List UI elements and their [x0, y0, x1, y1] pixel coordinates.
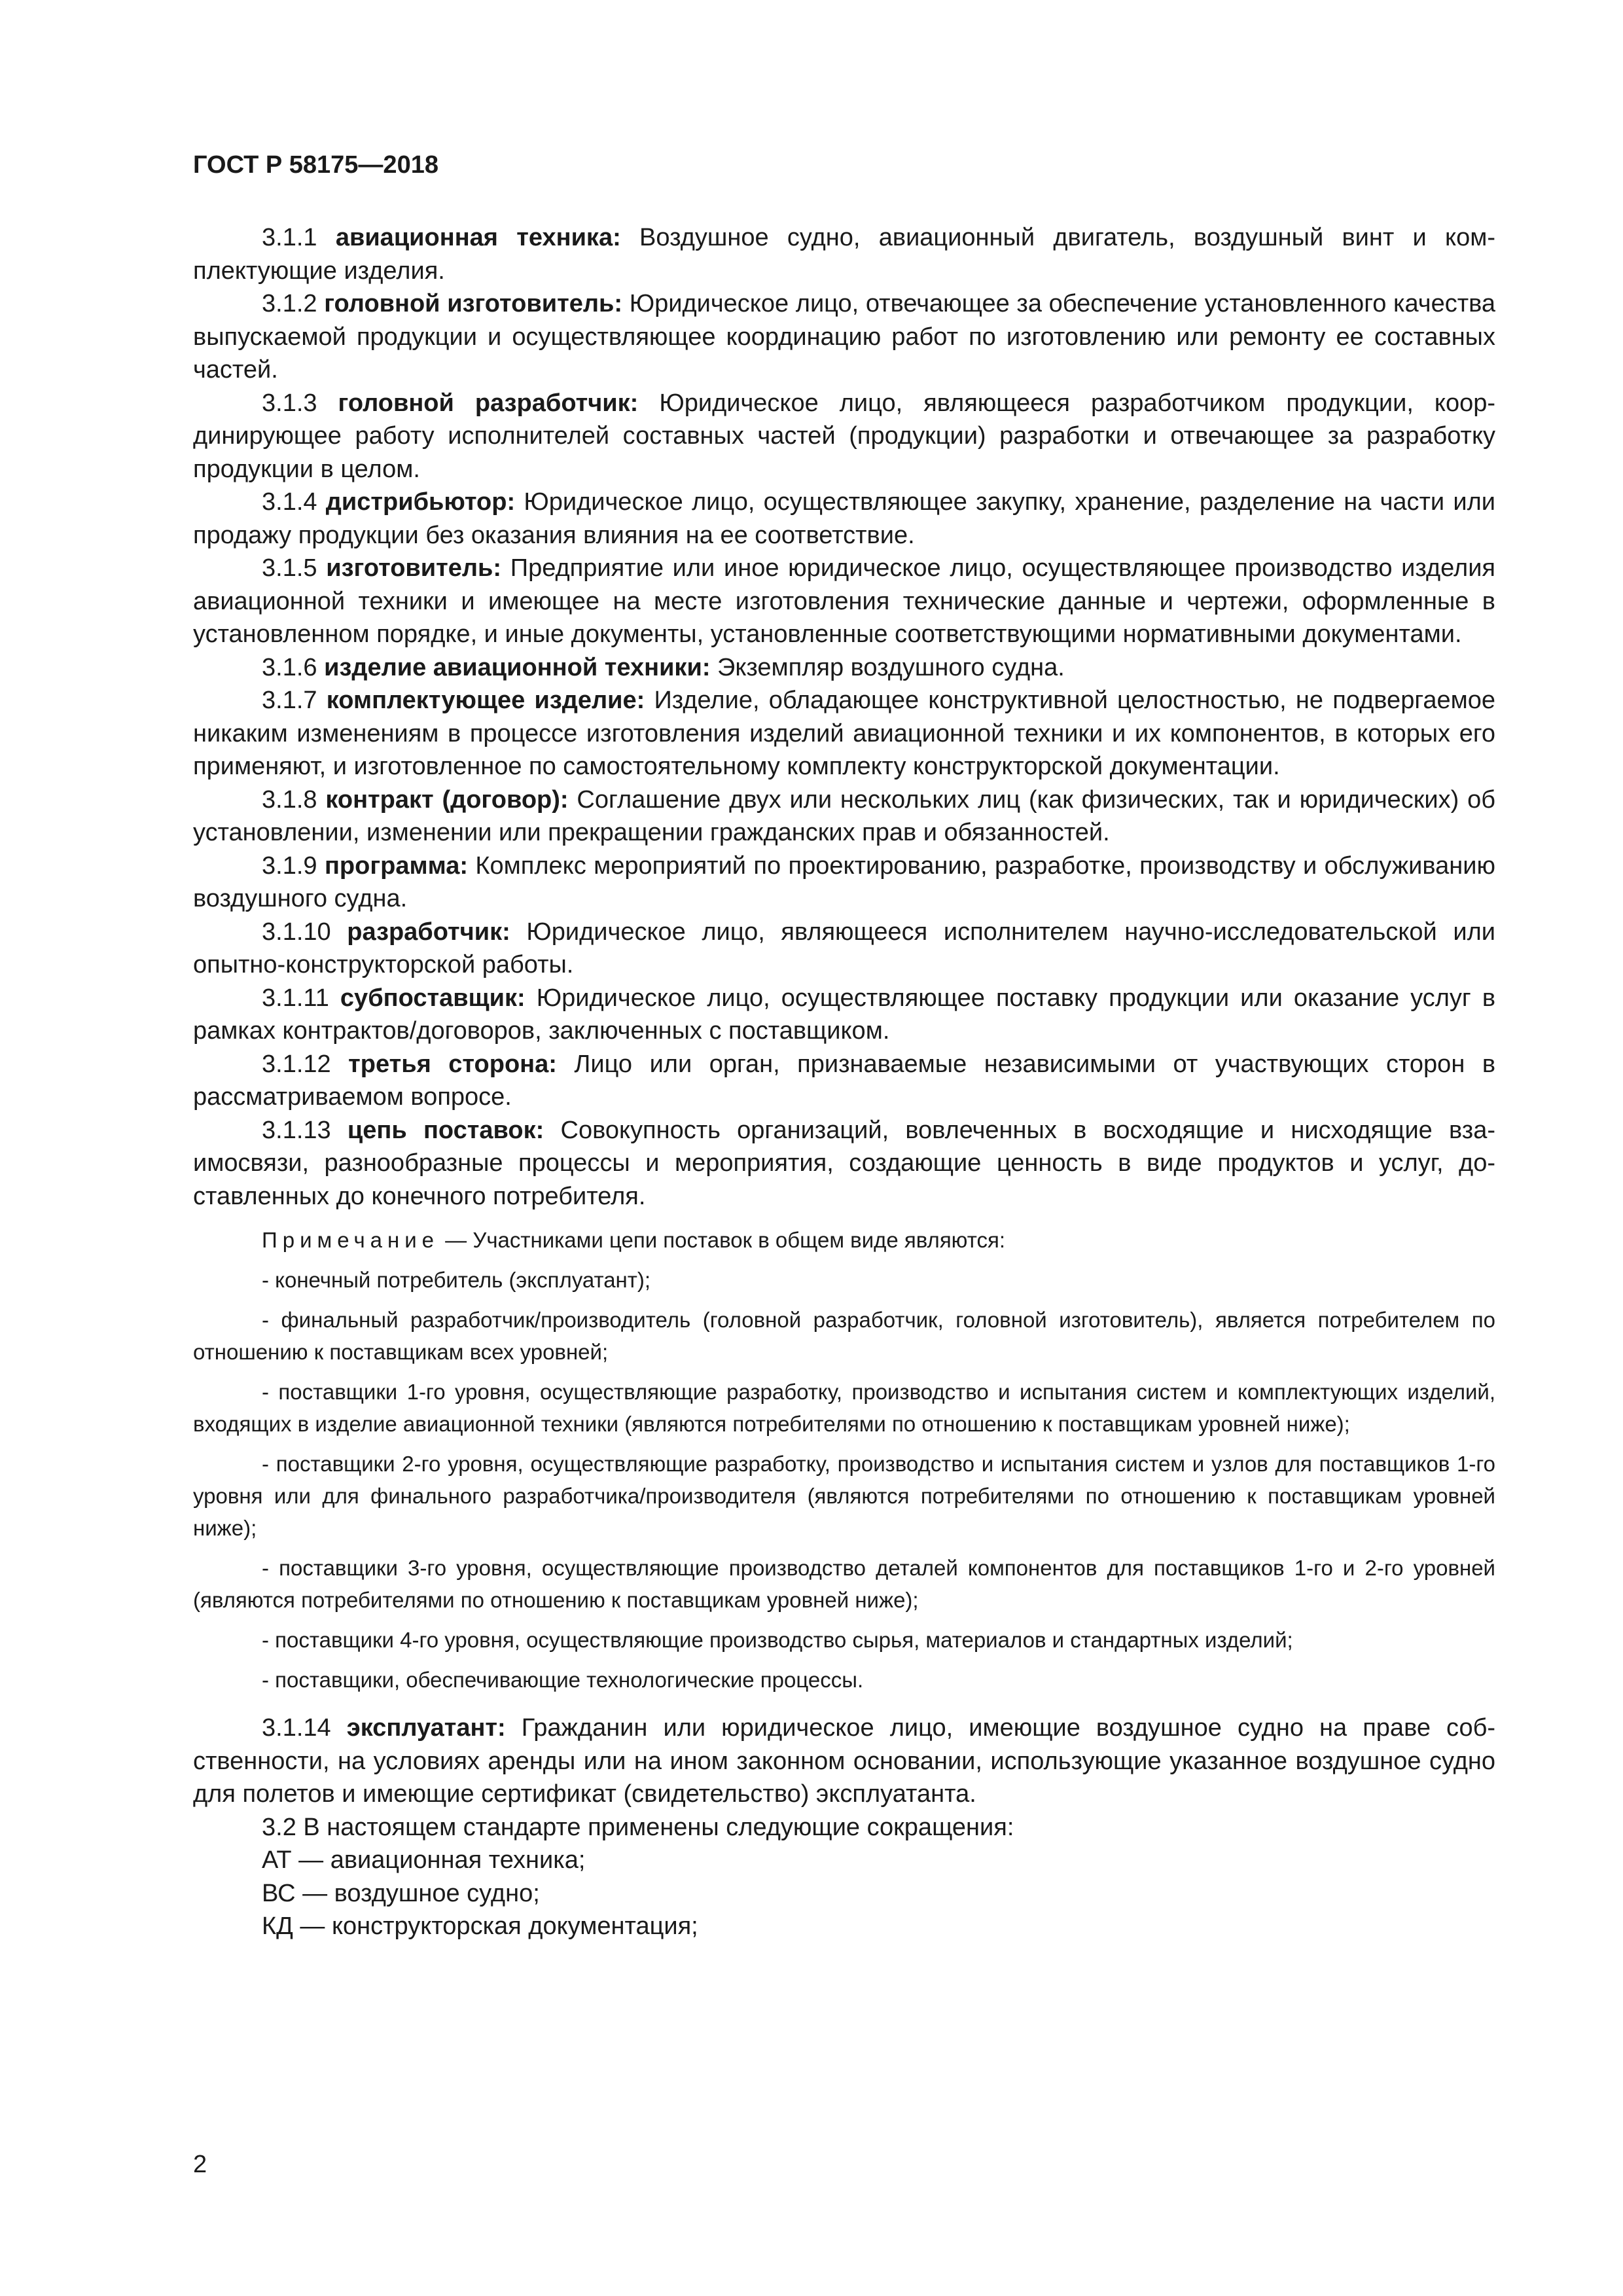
term-name: разработчик: — [347, 918, 510, 946]
term-text: Юридическое лицо, осуществляющее закупку, хранение, разделение на части или продажу продукции без оказания влияния на ее соответствие. — [193, 488, 1496, 549]
term-number: 3.1.4 — [262, 488, 317, 516]
term-name: дистрибьютор: — [325, 488, 516, 516]
term-number: 3.1.7 — [262, 687, 317, 714]
term-number: 3.1.9 — [262, 852, 317, 880]
note-list-item: - конечный потребитель (эксплуатант); — [262, 1268, 651, 1292]
term-definition — [193, 1114, 1495, 1213]
term-number: 3.1.14 — [262, 1714, 331, 1742]
term-definition — [193, 1048, 1495, 1114]
term-number: 3.1.1 — [262, 224, 317, 251]
abbreviations-intro: 3.2 В настоящем стандарте применены следующие сокращения: — [262, 1813, 1014, 1841]
term-text: Комплекс мероприятий по проектированию, разработке, производству и обслуживанию воздушного судна. — [193, 852, 1496, 912]
term-number: 3.1.12 — [262, 1050, 331, 1078]
term-text: Юридическое лицо, являющееся разработчиком продукции, координирующее работу исполнителей составных частей (продукции) разработки и отвечающее за разработку продукции в целом. — [193, 389, 1495, 483]
abbreviation-item: АТ — авиационная техника; — [262, 1846, 586, 1874]
term-name: цепь поставок: — [347, 1116, 544, 1144]
document-body — [193, 221, 1495, 1943]
page-number: 2 — [193, 2151, 207, 2178]
term-definition — [193, 387, 1495, 486]
note-list-item: - поставщики 1-го уровня, осуществляющие разработку, производство и испытания систем и комплектующих изделий, входящих в изделие авиационной техники (являются потребителями по отношению к поставщикам уровней ниже); — [193, 1380, 1495, 1436]
note-list-item: - поставщики, обеспечивающие технологические процессы. — [262, 1668, 864, 1692]
abbreviation-item: ВС — воздушное судно; — [262, 1879, 540, 1907]
term-definition — [193, 850, 1495, 916]
term-number: 3.1.5 — [262, 554, 317, 582]
term-number: 3.1.13 — [262, 1116, 331, 1144]
term-definition — [193, 916, 1495, 982]
term-definition — [193, 982, 1495, 1048]
term-text: Лицо или орган, признаваемые независимыми от участвующих сторон в рассматриваемом вопросе. — [193, 1050, 1496, 1111]
term-definition — [193, 783, 1495, 850]
term-number: 3.1.3 — [262, 389, 317, 417]
term-name: изготовитель: — [326, 554, 502, 582]
term-text: Совокупность организаций, вовлеченных в восходящие и нисходящие взаимосвязи, разнообразные процессы и мероприятия, создающие ценность в виде продуктов и услуг, доставленных до конечного потребителя. — [193, 1116, 1496, 1210]
term-definition — [193, 1712, 1495, 1811]
term-definition — [193, 221, 1495, 287]
term-text: Юридическое лицо, отвечающее за обеспечение установленного качества выпускаемой продукции и осуществляющее координацию работ по изготовлению или ремонту ее составных частей. — [193, 290, 1496, 384]
note-intro — [193, 1224, 1495, 1256]
term-text: Воздушное судно, авиационный двигатель, воздушный винт и комплектующие изделия. — [193, 224, 1496, 285]
note-list-item: - поставщики 3-го уровня, осуществляющие производство деталей компонентов для поставщиков 1-го и 2-го уровней (являются потребителями по отношению к поставщикам уровней ниже); — [193, 1556, 1495, 1612]
term-text: Соглашение двух или нескольких лиц (как физических, так и юридических) об установлении, изменении или прекращении гражданских прав и обязанностей. — [193, 785, 1495, 846]
term-definition — [193, 552, 1495, 651]
term-number: 3.1.2 — [262, 290, 317, 317]
term-name: авиационная техника: — [335, 224, 621, 251]
term-number: 3.1.11 — [262, 984, 329, 1012]
term-text: Юридическое лицо, являющееся исполнителем научно-исследовательской или опытно-конструкторской работы. — [193, 918, 1495, 978]
note-label: Примечание — [262, 1228, 440, 1252]
term-text: Изделие, обладающее конструктивной целостностью, не подвергаемое никаким изменениям в процессе изготовления изделий авиационной техники и их компонентов, в которых его применяют, и изготовленное по самостоятельному комплекту конструкторской документации. — [193, 687, 1496, 780]
term-name: субпоставщик: — [340, 984, 526, 1012]
term-name: головной изготовитель: — [324, 290, 623, 317]
note-block — [193, 1224, 1495, 1696]
term-name: третья сторона: — [348, 1050, 557, 1078]
abbreviations-section — [193, 1811, 1495, 1943]
abbreviation-item: КД — конструкторская документация; — [262, 1912, 698, 1940]
term-number: 3.1.6 — [262, 653, 317, 681]
term-text: Юридическое лицо, осуществляющее поставку продукции или оказание услуг в рамках контрактов/договоров, заключенных с поставщиком. — [193, 984, 1496, 1045]
term-definition — [193, 287, 1495, 387]
term-name: контракт (договор): — [325, 785, 569, 814]
term-text: Гражданин или юридическое лицо, имеющие воздушное судно на праве собственности, на условиях аренды или на ином законном основании, использующие указанное воздушное судно для полетов и имеющие сертификат (свидетельство) эксплуатанта. — [193, 1714, 1496, 1808]
term-number: 3.1.10 — [262, 918, 331, 946]
term-name: программа: — [324, 852, 468, 880]
term-definition — [193, 651, 1495, 685]
term-definition — [193, 684, 1495, 783]
term-text: Предприятие или иное юридическое лицо, осуществляющее производство изделия авиационной техники и имеющее на месте изготовления технические данные и чертежи, оформленные в установленном порядке, и иные документы, установленные соответствующими нормативными документами. — [193, 554, 1496, 648]
term-name: эксплуатант: — [346, 1714, 506, 1742]
term-name: комплектующее изделие: — [326, 687, 645, 714]
note-list-item: - финальный разработчик/производитель (головной разработчик, головной изготовитель), является потребителем по отношению к поставщикам всех уровней; — [193, 1308, 1495, 1364]
term-name: изделие авиационной техники: — [324, 653, 711, 681]
term-number: 3.1.8 — [262, 785, 317, 814]
term-name: головной разработчик: — [338, 389, 639, 417]
note-list-item: - поставщики 4-го уровня, осуществляющие производство сырья, материалов и стандартных изделий; — [262, 1628, 1293, 1652]
term-definition — [193, 486, 1495, 552]
note-list-item: - поставщики 2-го уровня, осуществляющие разработку, производство и испытания систем и узлов для поставщиков 1-го уровня или для финального разработчика/производителя (являются потребителями по отношению к поставщикам уровней ниже); — [193, 1452, 1495, 1540]
note-intro-text: — Участниками цепи поставок в общем виде являются: — [439, 1228, 1005, 1252]
document-code-header: ГОСТ Р 58175—2018 — [193, 151, 438, 179]
terms-list — [193, 221, 1495, 1213]
term-text: Экземпляр воздушного судна. — [717, 653, 1065, 681]
